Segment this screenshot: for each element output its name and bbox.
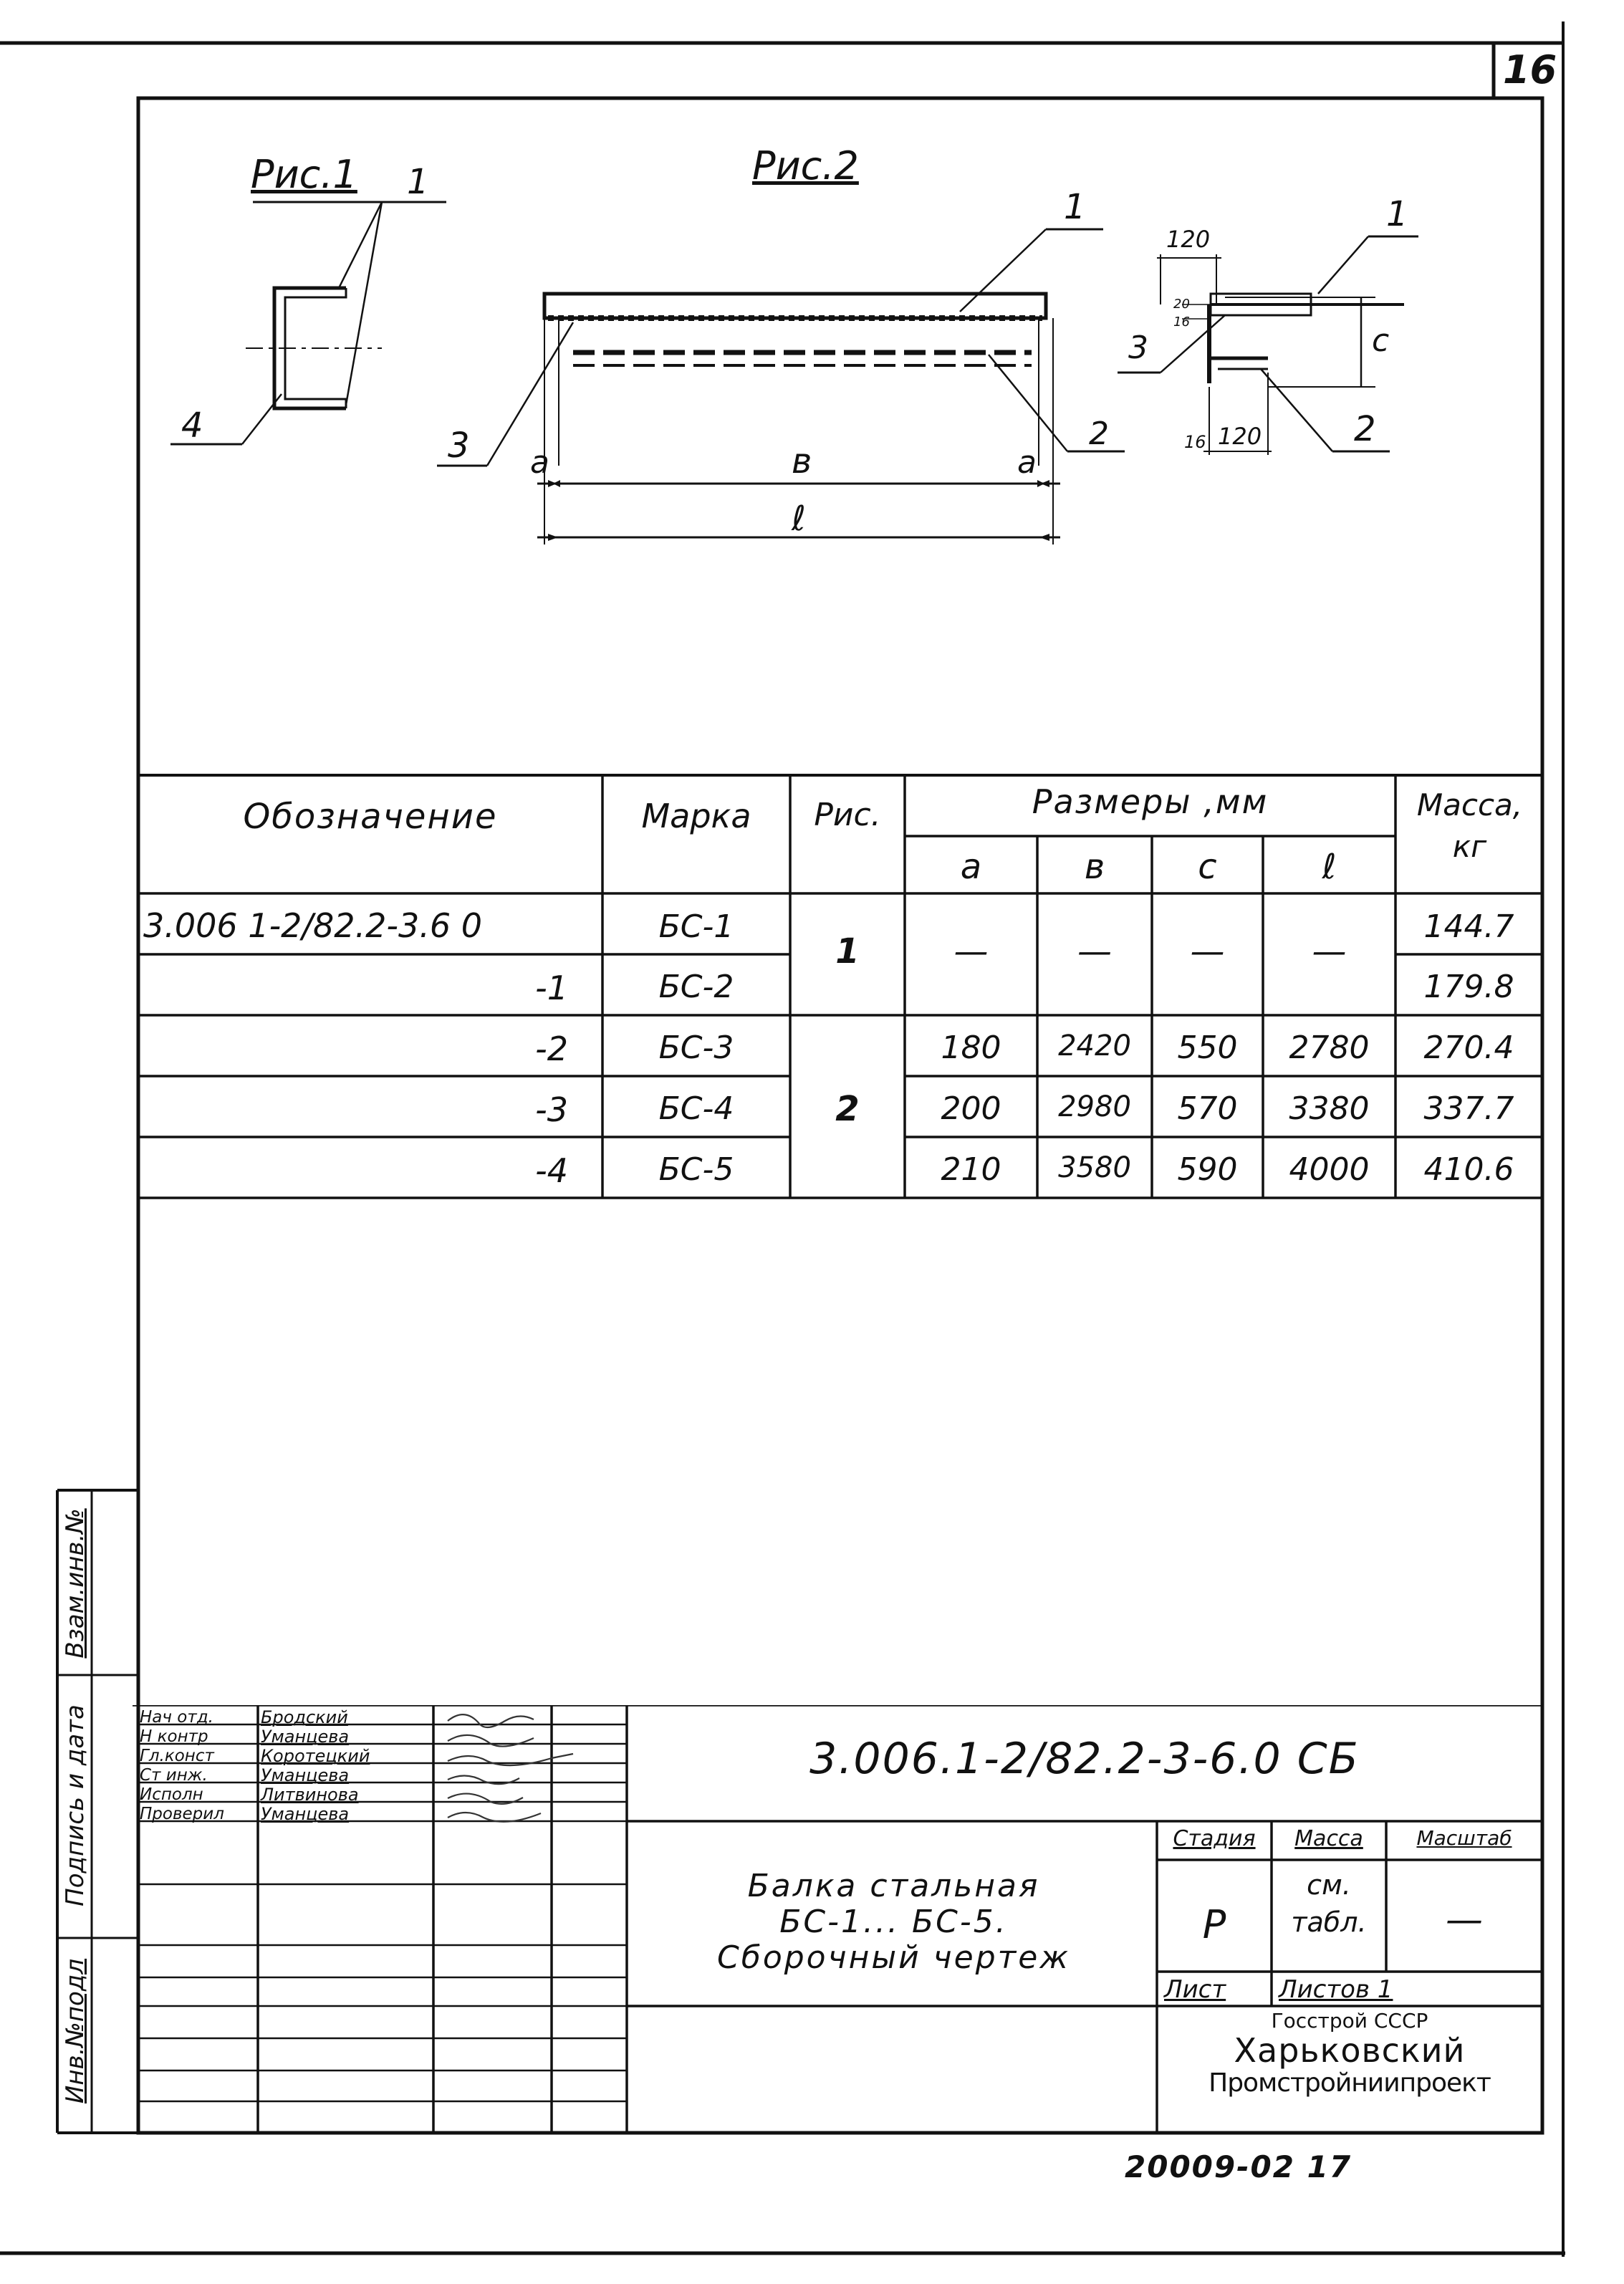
fig2-section-label-1: 1 [1386,194,1408,234]
table-cell-b: — [1077,931,1112,971]
table-cell-a: 200 [941,1090,1001,1127]
stage-label: Стадия [1173,1826,1256,1851]
fig2-beam-elevation [401,165,1447,609]
table-cell-mass: 270.4 [1423,1030,1514,1066]
table-cell-mark: БС-1 [658,908,734,945]
table-header-c: c [1198,847,1217,887]
fig2-section-dim-120-top: 120 [1166,226,1211,253]
table-cell-designation: -2 [535,1030,568,1068]
fig2-section-dim-16-bottom: 16 [1184,432,1206,452]
fig1-label-4: 4 [181,406,203,446]
side-stamp-inv-podl: Инв.№подл [61,1958,90,2104]
sheet-label: Лист [1164,1975,1226,2004]
fig2-label-3: 3 [448,426,470,466]
table-cell-designation: -3 [535,1090,568,1129]
table-cell-designation: 3.006 1-2/82.2-3.6 0 [143,906,483,945]
signature-scribbles [448,1714,573,1822]
table-cell-designation: -4 [535,1151,568,1190]
table-cell-fig: 2 [835,1089,860,1129]
table-cell-l: 2780 [1289,1030,1370,1066]
table-cell-mass: 337.7 [1423,1090,1514,1127]
table-header-sizes: Размеры ,мм [1032,782,1269,821]
table-cell-a: 210 [941,1151,1001,1188]
fig2-dim-l: ℓ [792,499,806,539]
table-cell-c: 590 [1177,1151,1238,1188]
table-header-mass: Масса, кг [1416,787,1523,864]
side-stamp-vzam-inv: Взам.инв.№ [61,1508,90,1659]
fig1-title: Рис.1 [251,152,357,197]
role-2: Гл.конст [140,1747,214,1765]
role-5: Проверил [140,1805,224,1823]
name-2: Коротецкий [261,1746,370,1766]
table-cell-fig: 1 [835,931,860,971]
table-cell-c: 550 [1177,1030,1238,1066]
table-cell-mark: БС-2 [658,969,734,1005]
name-5: Уманцева [261,1804,350,1824]
sheets-label: Листов 1 [1279,1975,1393,2004]
document-name-line2: БС-1... БС-5. [779,1904,1008,1940]
table-cell-b: 3580 [1058,1151,1131,1184]
document-name-line1: Балка стальная [747,1868,1040,1904]
table-cell-mark: БС-3 [658,1030,734,1066]
table-cell-c: — [1190,931,1225,971]
table-cell-mass: 144.7 [1423,908,1514,945]
org-line3: Промстройниипроект [1209,2068,1491,2098]
table-cell-b: 2420 [1058,1030,1131,1062]
table-header-designation: Обозначение [243,797,498,837]
mass-value [1272,1866,1386,1941]
fig2-section-dim-120-bottom: 120 [1218,423,1262,450]
fig2-label-2: 2 [1089,416,1109,452]
mass-label: Масса [1294,1826,1363,1851]
table-cell-mark: БС-4 [658,1090,734,1127]
table-header-a: a [960,847,982,887]
document-name [630,1868,1157,1976]
table-cell-l: 3380 [1289,1090,1370,1127]
organization [1157,2010,1542,2098]
role-1: Н контр [140,1727,208,1746]
role-3: Ст инж. [140,1766,208,1785]
table-header-l: ℓ [1322,847,1337,887]
archive-number: 20009-02 17 [1125,2149,1352,2184]
table-header-fig: Рис. [814,797,881,833]
fig2-section-label-2: 2 [1354,409,1376,449]
name-3: Уманцева [261,1765,350,1785]
fig2-section-dim-c: c [1372,322,1390,359]
table-cell-mass: 410.6 [1423,1151,1514,1188]
role-4: Исполн [140,1785,203,1804]
table-cell-b: 2980 [1058,1090,1131,1123]
fig2-label-1: 1 [1064,187,1086,227]
table-cell-a: 180 [941,1030,1001,1066]
table-cell-mark: БС-5 [658,1151,734,1188]
table-cell-a: — [953,931,989,971]
scale-value: — [1446,1899,1483,1942]
people-names-column [261,1708,370,1824]
fig2-title: Рис.2 [752,143,859,188]
people-roles-column [140,1708,224,1824]
org-line1: Госстрой СССР [1271,2009,1428,2033]
document-name-line3: Сборочный чертеж [716,1939,1071,1976]
fig2-dim-a-right: a [1017,444,1037,481]
name-0: Бродский [261,1707,348,1727]
table-cell-designation: -1 [535,969,568,1007]
table-cell-c: 570 [1177,1090,1238,1127]
fig2-section-dim-16-top: 16 [1173,315,1190,330]
table-cell-l: — [1312,931,1347,971]
fig1-label-1: 1 [407,162,429,202]
table-header-mark: Марка [641,797,751,835]
sheet-number: 16 [1503,47,1557,92]
stage-value: Р [1202,1902,1226,1947]
mass-value-line1: см. [1307,1869,1351,1901]
mass-value-line2: табл. [1291,1906,1367,1938]
org-line2: Харьковский [1234,2031,1466,2070]
table-cell-mass: 179.8 [1423,969,1514,1005]
table-cell-l: 4000 [1289,1151,1370,1188]
fig2-section-dim-20: 20 [1173,297,1190,312]
fig2-section-label-3: 3 [1128,330,1148,366]
side-stamp-signature-date: Подпись и дата [61,1704,90,1906]
name-1: Уманцева [261,1727,350,1747]
document-code: 3.006.1-2/82.2-3-6.0 СБ [809,1734,1360,1784]
name-4: Литвинова [261,1785,359,1805]
fig2-dim-a-left: a [530,444,549,481]
role-0: Нач отд. [140,1708,213,1727]
fig2-dim-b: в [792,441,812,481]
scale-label: Масштаб [1416,1826,1512,1850]
table-header-b: в [1084,847,1105,887]
